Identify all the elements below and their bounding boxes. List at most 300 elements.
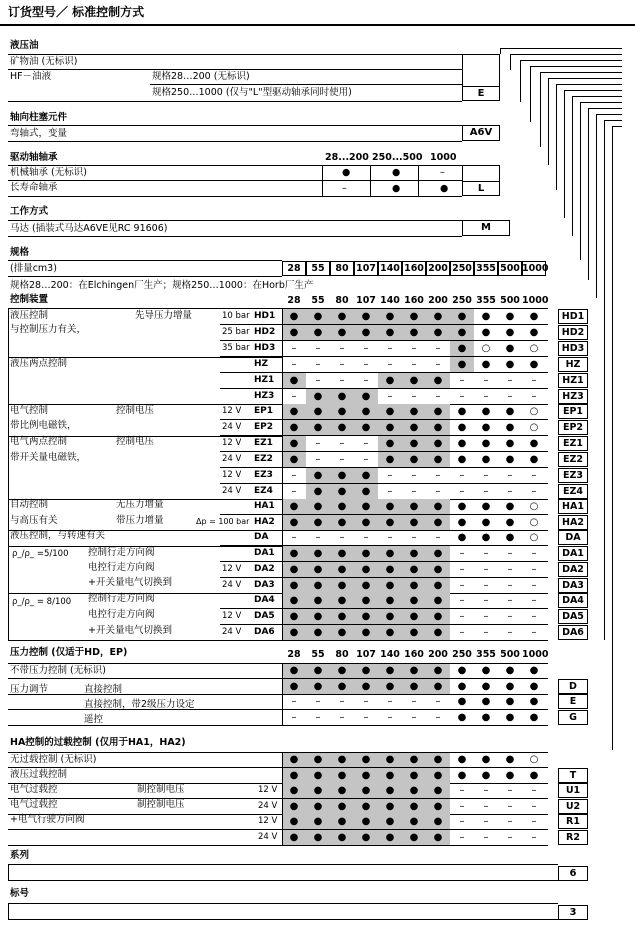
cell-R1-107: ● <box>354 814 378 829</box>
row-code-DA2: DA2 <box>558 562 588 577</box>
cell-E-250: ● <box>457 696 467 707</box>
cell-HD3-250: ● <box>450 341 474 356</box>
row-voltage: 12 V <box>222 470 242 480</box>
cell-DA2-160: ● <box>402 562 426 577</box>
cell-HA2-500: ● <box>505 517 515 528</box>
cell-HZ-200: – <box>435 359 441 370</box>
cell-row0-160: ● <box>402 752 426 767</box>
cell-EP2-500: ● <box>505 422 515 433</box>
row-voltage: 12 V <box>258 785 278 795</box>
cell-U1-107: ● <box>354 783 378 798</box>
cell-T-80: ● <box>330 768 354 783</box>
da-sub2b: 电控行走方向阀 <box>88 609 155 620</box>
cell-row0-80: ● <box>330 752 354 767</box>
cell-DA1-160: ● <box>402 546 426 561</box>
piston-code: A6V <box>462 125 500 141</box>
cell-HZ3-160: – <box>411 391 417 402</box>
cell-E-107: – <box>363 696 369 707</box>
cell-T-107: ● <box>354 768 378 783</box>
row-code-HZ3: HZ3 <box>558 389 588 404</box>
cell-row0-55: ● <box>306 663 330 678</box>
cell-R1-160: ● <box>402 814 426 829</box>
cell-HZ1-160: ● <box>402 373 426 388</box>
cell-T-250: ● <box>457 769 467 781</box>
cell-row0-140: ● <box>378 663 402 678</box>
size-28: 28 <box>287 263 301 274</box>
row-code-label-HD1: HD1 <box>254 311 276 321</box>
series-row <box>8 864 558 881</box>
cell-DA5-500: – <box>507 611 513 622</box>
cell-row0-200: ● <box>426 752 450 767</box>
row-code-DA3: DA3 <box>558 578 588 593</box>
col-line <box>282 830 283 845</box>
cell-HD2-107: ● <box>354 325 378 340</box>
cell-EP1-28: ● <box>282 404 306 419</box>
cell-HD1-250: ● <box>450 309 474 324</box>
cell-HA1-160: ● <box>402 499 426 514</box>
row-voltage: 24 V <box>258 831 278 842</box>
cell-R2-28: ● <box>282 830 306 845</box>
row-code-D: D <box>558 679 588 694</box>
size-80: 80 <box>335 295 349 306</box>
cascade-h <box>580 102 622 103</box>
cell-EZ4-1000: – <box>531 486 537 497</box>
col-line <box>282 710 283 725</box>
cell-DA4-140: ● <box>378 593 402 608</box>
cell-HD1-55: ● <box>306 309 330 324</box>
cell-EZ3-80: ● <box>330 468 354 483</box>
cell-EZ2-500: ● <box>505 454 515 465</box>
row-code-label-HZ1: HZ1 <box>254 375 275 385</box>
cascade-h <box>572 96 622 97</box>
cell-EZ2-80: – <box>339 454 345 465</box>
row-code-label-DA2: DA2 <box>254 564 275 574</box>
cell-EZ2-200: ● <box>426 452 450 467</box>
cell-D-140: ● <box>378 679 402 694</box>
overload-r2: 电气过载控 <box>10 784 58 795</box>
piston-heading: 轴向柱塞元件 <box>10 112 68 123</box>
cell-HA1-140: ● <box>378 499 402 514</box>
fluid-code: E <box>462 86 500 101</box>
cell-DA6-28: ● <box>282 625 306 640</box>
cell-HD3-160: – <box>411 343 417 354</box>
cell-R1-250: – <box>459 816 465 827</box>
size-box-500 <box>498 261 522 276</box>
cell-EZ4-250: – <box>459 486 465 497</box>
cascade-h <box>500 48 622 49</box>
cell-HD1-160: ● <box>402 309 426 324</box>
cell-E-160: – <box>411 696 417 707</box>
cell-R2-355: – <box>483 831 489 843</box>
cell-HD3-55: – <box>315 343 321 354</box>
cell-E-140: – <box>387 696 393 707</box>
row-code-U1: U1 <box>558 783 588 798</box>
cell-HZ3-140: – <box>387 391 393 402</box>
cell-DA6-107: ● <box>354 625 378 640</box>
size-55: 55 <box>311 295 325 306</box>
da-ratio1: ρ_/ρ_ =5/100 <box>12 549 69 559</box>
cell-HZ1-250: – <box>459 375 465 386</box>
cell-EP2-80: ● <box>330 420 354 435</box>
overload-r0: 无过载控制 (无标识) <box>10 754 97 765</box>
cell-HA1-500: ● <box>505 501 515 512</box>
cell-D-500: ● <box>505 680 515 692</box>
cell-DA3-80: ● <box>330 578 354 593</box>
cell-EZ2-107: – <box>363 454 369 465</box>
cell-DA-28: – <box>291 532 297 543</box>
size-box-355 <box>474 261 498 276</box>
cascade-h <box>596 114 622 115</box>
row-code-label-DA: DA <box>254 532 269 542</box>
cell-R1-80: ● <box>330 814 354 829</box>
cell-DA2-55: ● <box>306 562 330 577</box>
mode-desc: 马达 (插装式马达A6VE见RC 91606) <box>10 223 168 234</box>
series-code: 6 <box>558 866 588 881</box>
row-code-label-DA1: DA1 <box>254 548 275 558</box>
cell-HD1-140: ● <box>378 309 402 324</box>
cell-HA2-28: ● <box>282 515 306 530</box>
cell-R2-250: – <box>459 831 465 843</box>
cell-HD2-80: ● <box>330 325 354 340</box>
cell-G-250: ● <box>457 711 467 723</box>
cell-G-80: – <box>339 711 345 723</box>
cell-R2-1000: – <box>531 831 537 843</box>
cell-HD1-500: ● <box>505 311 515 322</box>
col-line <box>282 783 283 798</box>
size-140: 140 <box>380 263 400 274</box>
size-107: 107 <box>356 649 376 660</box>
size-355: 355 <box>476 295 496 306</box>
cell-row0-107: ● <box>354 663 378 678</box>
da-sub1a: 控制行走方向阀 <box>88 547 155 558</box>
row-voltage: 12 V <box>258 816 278 826</box>
size-28: 28 <box>287 649 301 660</box>
cell-HD1-107: ● <box>354 309 378 324</box>
cell-DA5-200: ● <box>426 609 450 624</box>
row-voltage: 24 V <box>258 800 278 811</box>
cell-R2-500: – <box>507 831 513 843</box>
cell-EP1-107: ● <box>354 404 378 419</box>
cell-HZ1-28: ● <box>282 373 306 388</box>
cell-HZ1-500: – <box>507 375 513 386</box>
cell-row0-1000: ○ <box>529 754 539 765</box>
cell-HD3-28: – <box>291 343 297 354</box>
row-code-E: E <box>558 694 588 709</box>
size-55: 55 <box>311 263 325 274</box>
size-500: 500 <box>500 649 520 660</box>
cell-DA2-107: ● <box>354 562 378 577</box>
cascade-h <box>530 66 622 67</box>
cell-U1-200: ● <box>426 783 450 798</box>
cell-DA4-500: – <box>507 595 513 606</box>
cascade-v <box>548 78 549 165</box>
row-voltage: 24 V <box>222 627 242 637</box>
size-28: 28 <box>287 295 301 306</box>
cell-R1-500: – <box>507 816 513 827</box>
cell-HZ-140: – <box>387 359 393 370</box>
row-code-label-EZ2: EZ2 <box>254 454 273 464</box>
fluid-heading: 液压油 <box>10 40 39 51</box>
cell-EZ4-55: ● <box>306 484 330 499</box>
cell-DA4-107: ● <box>354 593 378 608</box>
cell-T-200: ● <box>426 768 450 783</box>
grid-divider <box>282 308 283 640</box>
cell-HZ-80: – <box>339 359 345 370</box>
cell-EP1-200: ● <box>426 404 450 419</box>
cell-G-1000: ● <box>529 711 539 723</box>
size-box-160 <box>402 261 426 276</box>
cell-DA-140: – <box>387 532 393 543</box>
cascade-h <box>520 60 622 61</box>
cascade-v <box>604 120 605 640</box>
cell-R2-107: ● <box>354 830 378 845</box>
cell-EZ4-500: – <box>507 486 513 497</box>
cell-EP1-500: ● <box>505 406 515 417</box>
size-200: 200 <box>428 649 448 660</box>
cascade-h <box>510 54 622 55</box>
cell-HA2-80: ● <box>330 515 354 530</box>
row-code-R1: R1 <box>558 814 588 829</box>
cell-DA-355: ● <box>481 532 491 543</box>
da-ratio2: ρ_/ρ_ = 8/100 <box>12 597 72 607</box>
cell-D-28: ● <box>282 679 306 694</box>
cascade-v <box>520 60 521 102</box>
cell-EZ3-500: – <box>507 470 513 481</box>
cell-HZ1-355: – <box>483 375 489 386</box>
cell-EZ3-55: ● <box>306 468 330 483</box>
cell-DA2-500: – <box>507 564 513 575</box>
row-voltage: 12 V <box>222 564 242 574</box>
size-55: 55 <box>311 649 325 660</box>
cell-DA-55: – <box>315 532 321 543</box>
row-code-HZ1: HZ1 <box>558 373 588 388</box>
cell-DA1-28: ● <box>282 546 306 561</box>
cell-R2-55: ● <box>306 830 330 845</box>
cell-DA6-200: ● <box>426 625 450 640</box>
cell-DA1-1000: – <box>531 548 537 559</box>
cascade-v <box>556 84 557 190</box>
size-box-200 <box>426 261 450 276</box>
cell-row0-355: ● <box>481 754 491 765</box>
overload-sub2: 制控制电压 <box>137 799 185 810</box>
cell-R2-80: ● <box>330 830 354 845</box>
cell-HA1-200: ● <box>426 499 450 514</box>
size-box-140 <box>378 261 402 276</box>
cell-DA4-250: – <box>459 595 465 606</box>
size-140: 140 <box>380 295 400 306</box>
row-voltage: 24 V <box>222 454 242 464</box>
row-code-EZ1: EZ1 <box>558 436 588 451</box>
cell-E-28: – <box>291 696 297 707</box>
cell-U1-500: – <box>507 785 513 796</box>
cell-EZ1-28: ● <box>282 436 306 451</box>
size-box-55 <box>306 261 330 276</box>
da-sub3a: +开关量电气切换到 <box>88 577 172 588</box>
size-box-80 <box>330 261 354 276</box>
cell-row0-80: ● <box>330 663 354 678</box>
ep-sub: 控制电压 <box>116 405 155 416</box>
cell-DA-107: – <box>363 532 369 543</box>
row-code-U2: U2 <box>558 799 588 814</box>
cell-EZ4-28: – <box>291 486 297 497</box>
size-250: 250 <box>452 295 472 306</box>
row-code-R2: R2 <box>558 830 588 845</box>
cell-U2-500: – <box>507 800 513 812</box>
series-heading: 系列 <box>10 850 30 861</box>
cell-E-355: ● <box>481 696 491 707</box>
cell-HD3-80: – <box>339 343 345 354</box>
row-code-HZ: HZ <box>558 357 588 372</box>
cell-G-160: – <box>411 711 417 723</box>
cell-HD3-500: ● <box>505 343 515 354</box>
cell-HD2-1000: ● <box>529 327 539 338</box>
pressure-row1b: 直接控制 <box>84 684 123 695</box>
size-107: 107 <box>356 295 376 306</box>
cell-DA2-80: ● <box>330 562 354 577</box>
cell-D-1000: ● <box>529 680 539 692</box>
cell-DA4-160: ● <box>402 593 426 608</box>
cell-DA3-107: ● <box>354 578 378 593</box>
pressure-row0: 不带压力控制 (无标识) <box>10 665 106 676</box>
cell-EZ3-28: – <box>291 470 297 481</box>
cell-EZ1-80: – <box>339 438 345 449</box>
cell-EP2-200: ● <box>426 420 450 435</box>
cell-HD1-1000: ● <box>529 311 539 322</box>
row-line <box>8 845 548 846</box>
cell-U2-250: – <box>459 800 465 812</box>
cell-E-500: ● <box>505 696 515 707</box>
cell-HD1-80: ● <box>330 309 354 324</box>
col-line <box>282 814 283 829</box>
cell-HA1-80: ● <box>330 499 354 514</box>
cascade-h <box>556 84 622 85</box>
cell-HA2-355: ● <box>481 517 491 528</box>
cell-DA3-140: ● <box>378 578 402 593</box>
ez-label: 电气两点控制 <box>10 436 68 447</box>
cell-DA5-55: ● <box>306 609 330 624</box>
cell-U2-80: ● <box>330 799 354 814</box>
row-code-EP2: EP2 <box>558 420 588 435</box>
cell-HD3-200: – <box>435 343 441 354</box>
row-code-label-DA3: DA3 <box>254 580 275 590</box>
cell-EZ4-200: – <box>435 486 441 497</box>
col-line <box>282 694 283 709</box>
cell-DA2-28: ● <box>282 562 306 577</box>
cell-EZ1-250: ● <box>457 438 467 449</box>
pressure-heading: 压力控制 (仅适于HD，EP) <box>10 647 128 658</box>
cell-DA4-28: ● <box>282 593 306 608</box>
group-line <box>8 640 282 641</box>
cell-HZ3-28: – <box>291 391 297 402</box>
index-row <box>8 903 558 920</box>
bearing-r1-c1: ● <box>342 167 351 178</box>
cell-D-55: ● <box>306 679 330 694</box>
row-code-EZ2: EZ2 <box>558 452 588 467</box>
cell-HZ3-80: ● <box>330 389 354 404</box>
cell-DA6-500: – <box>507 627 513 638</box>
cell-U2-200: ● <box>426 799 450 814</box>
size-sub: (排量cm3) <box>10 263 57 274</box>
cell-DA-80: – <box>339 532 345 543</box>
bearing-col1: 28...200 <box>325 152 369 163</box>
cell-HZ3-1000: – <box>531 391 537 402</box>
cell-EP2-55: ● <box>306 420 330 435</box>
size-250: 250 <box>452 263 472 274</box>
control-heading: 控制装置 <box>10 294 49 305</box>
cell-HA2-55: ● <box>306 515 330 530</box>
bearing-col2: 250...500 <box>372 152 423 163</box>
cell-EZ4-160: – <box>411 486 417 497</box>
cell-HA2-107: ● <box>354 515 378 530</box>
ha-sub1: 无压力增量 <box>116 499 164 510</box>
cell-row0-500: ● <box>505 754 515 765</box>
cell-row0-500: ● <box>505 665 515 676</box>
cell-row0-160: ● <box>402 663 426 678</box>
cell-D-80: ● <box>330 679 354 694</box>
cell-EZ1-200: ● <box>426 436 450 451</box>
cell-R1-200: ● <box>426 814 450 829</box>
cell-U1-80: ● <box>330 783 354 798</box>
cell-D-107: ● <box>354 679 378 694</box>
cell-EZ2-1000: ● <box>529 454 539 465</box>
row-code-EP1: EP1 <box>558 404 588 419</box>
cell-DA5-107: ● <box>354 609 378 624</box>
row-code-HA1: HA1 <box>558 499 588 514</box>
cascade-h <box>588 108 622 109</box>
row-voltage: 12 V <box>222 406 242 416</box>
cell-DA4-55: ● <box>306 593 330 608</box>
cell-DA3-200: ● <box>426 578 450 593</box>
cell-DA-500: ● <box>505 532 515 543</box>
cell-HZ3-355: – <box>483 391 489 402</box>
cell-G-28: – <box>291 711 297 723</box>
row-voltage: 12 V <box>222 438 242 448</box>
cell-HZ-1000: ● <box>529 359 539 370</box>
ha-dp: Δp = 100 bar <box>196 517 250 526</box>
cell-HZ-107: – <box>363 359 369 370</box>
row-code-label-DA4: DA4 <box>254 595 275 605</box>
cell-U1-28: ● <box>282 783 306 798</box>
cell-HA2-140: ● <box>378 515 402 530</box>
cell-HD3-355: ○ <box>481 343 491 354</box>
cell-HA1-355: ● <box>481 501 491 512</box>
cell-EP2-160: ● <box>402 420 426 435</box>
bearing-r2-c2: ● <box>392 183 401 194</box>
cascade-v <box>596 114 597 298</box>
cell-DA3-1000: – <box>531 580 537 591</box>
cell-HA2-250: ● <box>457 517 467 528</box>
cell-DA-160: – <box>411 532 417 543</box>
cell-EP1-160: ● <box>402 404 426 419</box>
cascade-h <box>548 78 622 79</box>
row-code-label-EZ3: EZ3 <box>254 470 273 480</box>
hd-sub: 先导压力增量 <box>135 310 193 321</box>
bearing-r2-c3: ● <box>440 183 449 194</box>
size-1000: 1000 <box>522 263 549 274</box>
row-voltage: 25 bar <box>222 327 250 337</box>
cell-R2-200: ● <box>426 830 450 845</box>
cell-HA2-160: ● <box>402 515 426 530</box>
cell-HD3-107: – <box>363 343 369 354</box>
cell-R1-28: ● <box>282 814 306 829</box>
cell-DA1-500: – <box>507 548 513 559</box>
row-code-HD1: HD1 <box>558 309 588 324</box>
cell-T-355: ● <box>481 769 491 781</box>
cell-DA6-160: ● <box>402 625 426 640</box>
cell-U1-355: – <box>483 785 489 796</box>
cell-HD2-55: ● <box>306 325 330 340</box>
cell-row0-28: ● <box>282 752 306 767</box>
